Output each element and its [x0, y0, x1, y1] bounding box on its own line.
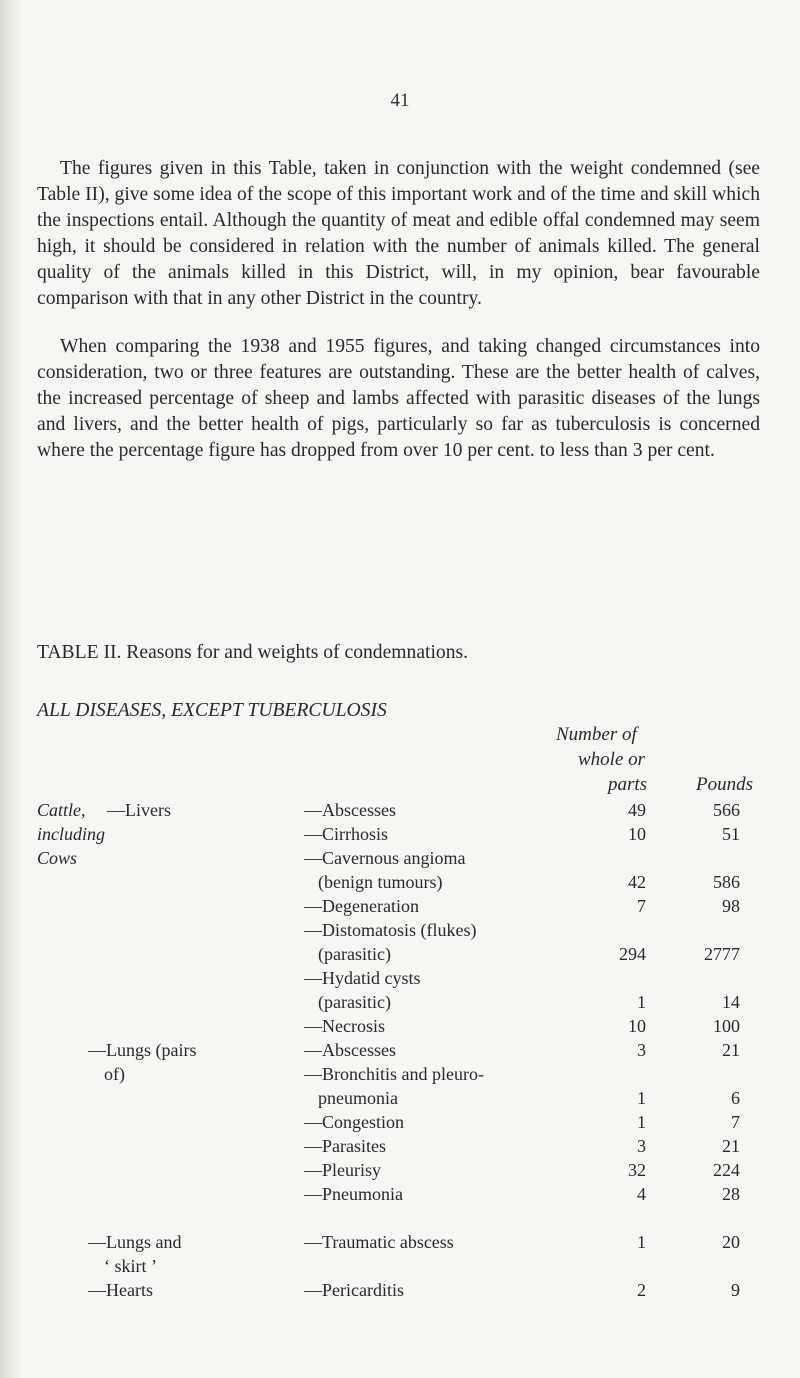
pounds-cell: 9 [731, 1280, 740, 1300]
pounds-cell: 2777 [704, 944, 740, 964]
pounds-cell: 100 [713, 1016, 740, 1036]
number-cell: 10 [628, 1016, 646, 1036]
paragraph-1: The figures given in this Table, taken in conjunction with the weight condemned (see Table II), give some idea of the scope of this important work and of the time and skill which the inspections entail. Although the quantity of meat and edible offal condemned may seem high, it should be considered in relation with the number of animals killed. The general quality of the animals killed in this District, will, in my opinion, bear favourable comparison with that in any other District in the country. [37, 158, 760, 309]
pounds-cell: 566 [713, 800, 740, 820]
header-number-line2: whole or [578, 749, 646, 770]
organ-lungs-skirt: —Lungs and [88, 1232, 182, 1252]
pounds-cell: 21 [722, 1136, 740, 1156]
page-binding-edge [0, 0, 22, 1378]
condition-continued: (parasitic) [318, 992, 391, 1012]
condition: —Bronchitis and pleuro- [304, 1064, 484, 1084]
pounds-cell: 20 [722, 1232, 740, 1252]
organ-livers: —Livers [107, 800, 171, 820]
condition: —Pericarditis [304, 1280, 404, 1300]
header-number-line3: parts [608, 774, 648, 795]
number-cell: 2 [637, 1280, 646, 1300]
number-cell: 3 [637, 1040, 646, 1060]
organ-lungs: of) [104, 1064, 125, 1084]
pounds-cell: 7 [731, 1112, 740, 1132]
condition: —Congestion [304, 1112, 405, 1132]
condition: —Pleurisy [304, 1160, 382, 1180]
condition: —Degeneration [304, 896, 419, 916]
number-cell: 1 [637, 1112, 646, 1132]
number-cell: 10 [628, 824, 646, 844]
number-cell: 49 [628, 800, 646, 820]
condition: —Distomatosis (flukes) [304, 920, 477, 940]
condition: —Abscesses [304, 1040, 396, 1060]
pounds-cell: 224 [713, 1160, 740, 1180]
pounds-cell: 51 [722, 824, 740, 844]
condition: —Hydatid cysts [304, 968, 421, 988]
pounds-cell: 98 [722, 896, 740, 916]
condition-continued: (parasitic) [318, 944, 391, 964]
paragraph-2: When comparing the 1938 and 1955 figures, and taking changed circumstances into consideration, two or three features are outstanding. These are the better health of calves, the increased percentage of sheep and lambs affected with parasitic diseases of the lungs and livers, and the better health of pigs, particularly so far as tuberculosis is concerned where the percentage figure has dropped from over 10 per cent. to less than 3 per cent. [37, 336, 760, 461]
table-title: TABLE II. Reasons for and weights of condemnations. [37, 642, 469, 663]
pounds-cell: 28 [722, 1184, 740, 1204]
number-cell: 4 [637, 1184, 646, 1204]
condition: —Parasites [304, 1136, 386, 1156]
pounds-cell: 6 [731, 1088, 740, 1108]
animal-label: Cows [37, 848, 78, 868]
condition: —Pneumonia [304, 1184, 403, 1204]
pounds-cell: 586 [713, 872, 740, 892]
pounds-cell: 14 [722, 992, 740, 1012]
organ-hearts: —Hearts [88, 1280, 153, 1300]
table-subtitle: ALL DISEASES, EXCEPT TUBERCULOSIS [37, 700, 387, 721]
header-number-line1: Number of [556, 724, 637, 745]
condition: —Abscesses [304, 800, 396, 820]
number-cell: 42 [628, 872, 646, 892]
organ-lungs: —Lungs (pairs [88, 1040, 197, 1060]
pounds-cell: 21 [722, 1040, 740, 1060]
number-cell: 294 [619, 944, 646, 964]
number-cell: 3 [637, 1136, 646, 1156]
condition-continued: pneumonia [318, 1088, 398, 1108]
number-cell: 7 [637, 896, 646, 916]
number-cell: 1 [637, 992, 646, 1012]
condition: —Necrosis [304, 1016, 385, 1036]
organ-lungs-skirt: ‘ skirt ’ [104, 1256, 157, 1276]
number-cell: 32 [628, 1160, 646, 1180]
animal-label: Cattle, [37, 800, 86, 820]
header-pounds: Pounds [696, 774, 753, 795]
condition: —Cirrhosis [304, 824, 389, 844]
condition-continued: (benign tumours) [318, 872, 443, 892]
number-cell: 1 [637, 1232, 646, 1252]
page-number: 41 [390, 90, 410, 111]
condition: —Traumatic abscess [304, 1232, 454, 1252]
animal-label: including [37, 824, 105, 844]
condition: —Cavernous angioma [304, 848, 466, 868]
number-cell: 1 [637, 1088, 646, 1108]
